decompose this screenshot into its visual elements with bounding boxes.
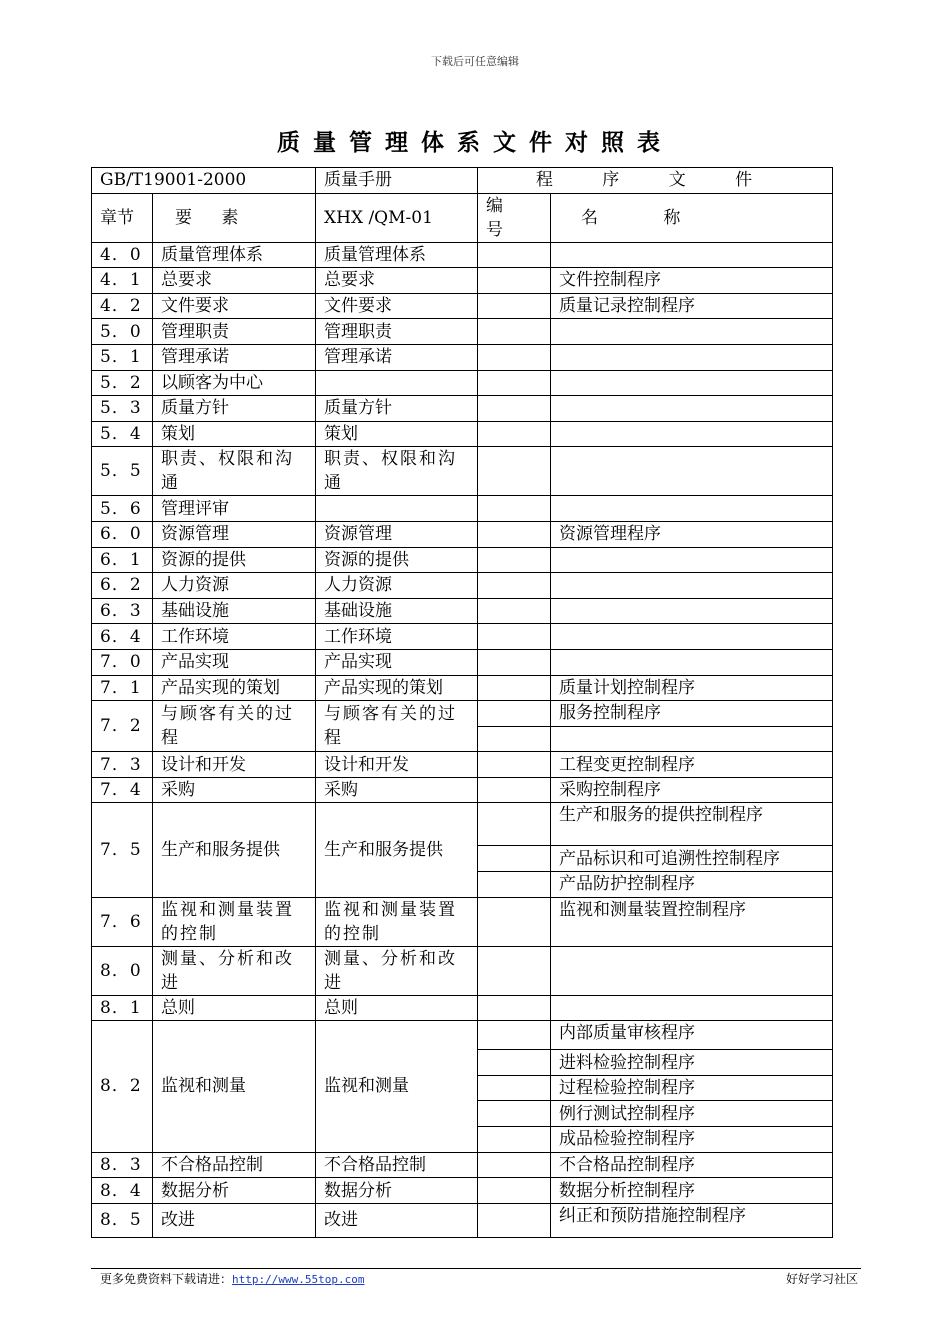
code-cell: [478, 649, 551, 675]
chapter-cell: 7．3: [92, 752, 153, 778]
element-cell: 监视和测量: [153, 1021, 316, 1152]
manual-cell: 监视和测量装置的控制: [316, 897, 478, 946]
code-cell: [478, 344, 551, 370]
table-subheader-row: [92, 193, 833, 242]
procedure-cell: 内部质量审核程序: [551, 1021, 833, 1050]
table-row: [92, 752, 833, 778]
chapter-cell: 8．5: [92, 1203, 153, 1237]
procedure-cell: 质量记录控制程序: [551, 293, 833, 319]
chapter-cell: 4．1: [92, 268, 153, 294]
table-row: [92, 598, 833, 624]
code-cell: [478, 1152, 551, 1178]
code-cell: [478, 675, 551, 701]
code-cell: [478, 1101, 551, 1127]
manual-cell: 产品实现的策划: [316, 675, 478, 701]
chapter-cell: 5．1: [92, 344, 153, 370]
table-row: [92, 319, 833, 345]
code-cell: [478, 319, 551, 345]
procedure-cell: 成品检验控制程序: [551, 1127, 833, 1153]
element-cell: 改进: [153, 1203, 316, 1237]
table-row: [92, 624, 833, 650]
procedure-cell: 不合格品控制程序: [551, 1152, 833, 1178]
code-cell: [478, 447, 551, 496]
table-row: [92, 803, 833, 846]
chapter-cell: 5．3: [92, 396, 153, 422]
table-row: [92, 547, 833, 573]
manual-cell: 资源的提供: [316, 547, 478, 573]
table-row: [92, 777, 833, 803]
table-row: [92, 396, 833, 422]
chapter-cell: 4．0: [92, 242, 153, 268]
table-row: [92, 1178, 833, 1204]
manual-cell: 工作环境: [316, 624, 478, 650]
chapter-cell: 6．2: [92, 573, 153, 599]
procedure-cell: 资源管理程序: [551, 521, 833, 547]
table-row: [92, 242, 833, 268]
procedure-cell: 工程变更控制程序: [551, 752, 833, 778]
chapter-cell: 7．5: [92, 803, 153, 897]
table-row: [92, 675, 833, 701]
chapter-cell: 7．2: [92, 701, 153, 752]
manual-cell: 与顾客有关的过程: [316, 701, 478, 752]
table-row: [92, 946, 833, 995]
procedure-cell: 过程检验控制程序: [551, 1075, 833, 1101]
procedure-cell: [551, 573, 833, 599]
element-cell: 产品实现的策划: [153, 675, 316, 701]
element-cell: 质量管理体系: [153, 242, 316, 268]
manual-cell: 职责、权限和沟通: [316, 447, 478, 496]
chapter-cell: 7．4: [92, 777, 153, 803]
procedure-cell: [551, 344, 833, 370]
element-cell: 生产和服务提供: [153, 803, 316, 897]
chapter-cell: 8．1: [92, 995, 153, 1021]
chapter-cell: 6．1: [92, 547, 153, 573]
code-cell: [478, 1178, 551, 1204]
footer-text: 更多免费资料下载请进：: [100, 1272, 233, 1286]
procedure-cell: 例行测试控制程序: [551, 1101, 833, 1127]
chapter-cell: 7．0: [92, 649, 153, 675]
manual-cell: [316, 370, 478, 396]
footer-left: [100, 1270, 364, 1287]
procedure-cell: [551, 421, 833, 447]
element-cell: 采购: [153, 777, 316, 803]
chapter-cell: 6．0: [92, 521, 153, 547]
code-cell: [478, 242, 551, 268]
table-row: [92, 995, 833, 1021]
chapter-cell: 8．3: [92, 1152, 153, 1178]
element-cell: 管理职责: [153, 319, 316, 345]
chapter-cell: 8．4: [92, 1178, 153, 1204]
procedure-cell: 生产和服务的提供控制程序: [551, 803, 833, 846]
footer-divider: [91, 1268, 861, 1269]
table-row: [92, 897, 833, 946]
chapter-cell: 4．2: [92, 293, 153, 319]
procedure-cell: [551, 547, 833, 573]
header-note: 下载后可任意编辑: [431, 55, 519, 68]
element-cell: 产品实现: [153, 649, 316, 675]
chapter-cell: 5．6: [92, 496, 153, 522]
code-cell: [478, 598, 551, 624]
procedure-cell: 采购控制程序: [551, 777, 833, 803]
code-cell: [478, 293, 551, 319]
manual-cell: 生产和服务提供: [316, 803, 478, 897]
code-cell: [478, 1127, 551, 1153]
page-title: 质量管理体系文件对照表: [277, 130, 673, 156]
element-cell: 策划: [153, 421, 316, 447]
chapter-cell: 5．4: [92, 421, 153, 447]
code-cell: [478, 547, 551, 573]
code-cell: [478, 995, 551, 1021]
code-cell: [478, 370, 551, 396]
element-cell: 以顾客为中心: [153, 370, 316, 396]
table-row: [92, 649, 833, 675]
manual-cell: 人力资源: [316, 573, 478, 599]
procedure-cell: [551, 447, 833, 496]
procedure-cell: [551, 598, 833, 624]
element-cell: 资源管理: [153, 521, 316, 547]
manual-cell: 总则: [316, 995, 478, 1021]
code-cell: [478, 897, 551, 946]
code-cell: [478, 268, 551, 294]
chapter-cell: 8．2: [92, 1021, 153, 1152]
table-row: [92, 344, 833, 370]
manual-cell: 资源管理: [316, 521, 478, 547]
element-cell: 质量方针: [153, 396, 316, 422]
chapter-cell: 6．4: [92, 624, 153, 650]
header-name: 名 称: [551, 193, 833, 242]
table-row: [92, 1203, 833, 1237]
manual-cell: 策划: [316, 421, 478, 447]
table-row: [92, 421, 833, 447]
chapter-cell: 8．0: [92, 946, 153, 995]
table-row: [92, 1021, 833, 1050]
code-cell: [478, 496, 551, 522]
manual-cell: 质量管理体系: [316, 242, 478, 268]
element-cell: 管理评审: [153, 496, 316, 522]
table-row: [92, 496, 833, 522]
comparison-table: [91, 167, 833, 1238]
table-header-row: [92, 168, 833, 194]
procedure-cell: 质量计划控制程序: [551, 675, 833, 701]
chapter-cell: 5．0: [92, 319, 153, 345]
procedure-cell: [551, 370, 833, 396]
element-cell: 资源的提供: [153, 547, 316, 573]
manual-cell: 不合格品控制: [316, 1152, 478, 1178]
table-row: [92, 370, 833, 396]
element-cell: 工作环境: [153, 624, 316, 650]
manual-cell: 文件要求: [316, 293, 478, 319]
code-cell: [478, 946, 551, 995]
code-cell: [478, 803, 551, 846]
table-row: [92, 293, 833, 319]
footer-link[interactable]: http://www.55top.com: [232, 1273, 365, 1286]
element-cell: 与顾客有关的过程: [153, 701, 316, 752]
element-cell: 文件要求: [153, 293, 316, 319]
code-cell: [478, 1021, 551, 1050]
header-chapter: 章节: [92, 193, 153, 242]
manual-cell: 改进: [316, 1203, 478, 1237]
code-cell: [478, 1203, 551, 1237]
manual-cell: 设计和开发: [316, 752, 478, 778]
manual-cell: 采购: [316, 777, 478, 803]
chapter-cell: 5．5: [92, 447, 153, 496]
manual-cell: 管理承诺: [316, 344, 478, 370]
procedure-cell: 纠正和预防措施控制程序: [551, 1203, 833, 1237]
header-manual-code: XHX /QM-01: [316, 193, 478, 242]
code-cell: [478, 777, 551, 803]
manual-cell: 质量方针: [316, 396, 478, 422]
table-row: [92, 701, 833, 727]
table-row: [92, 521, 833, 547]
manual-cell: 总要求: [316, 268, 478, 294]
chapter-cell: 7．1: [92, 675, 153, 701]
procedure-cell: [551, 726, 833, 752]
element-cell: 不合格品控制: [153, 1152, 316, 1178]
procedure-cell: 监视和测量装置控制程序: [551, 897, 833, 946]
procedure-cell: 产品防护控制程序: [551, 872, 833, 898]
code-cell: [478, 701, 551, 727]
procedure-cell: 进料检验控制程序: [551, 1050, 833, 1076]
code-cell: [478, 1075, 551, 1101]
table-row: [92, 573, 833, 599]
manual-cell: [316, 496, 478, 522]
manual-cell: 基础设施: [316, 598, 478, 624]
header-standard: GB/T19001-2000: [92, 168, 316, 194]
procedure-cell: [551, 946, 833, 995]
procedure-cell: 产品标识和可追溯性控制程序: [551, 846, 833, 872]
manual-cell: 管理职责: [316, 319, 478, 345]
procedure-cell: 文件控制程序: [551, 268, 833, 294]
table-row: [92, 447, 833, 496]
element-cell: 总要求: [153, 268, 316, 294]
chapter-cell: 7．6: [92, 897, 153, 946]
element-cell: 测量、分析和改进: [153, 946, 316, 995]
table-row: [92, 1152, 833, 1178]
code-cell: [478, 872, 551, 898]
header-element: 要 素: [153, 193, 316, 242]
procedure-cell: [551, 496, 833, 522]
manual-cell: 产品实现: [316, 649, 478, 675]
code-cell: [478, 421, 551, 447]
code-cell: [478, 624, 551, 650]
code-cell: [478, 396, 551, 422]
code-cell: [478, 1050, 551, 1076]
manual-cell: 监视和测量: [316, 1021, 478, 1152]
procedure-cell: [551, 242, 833, 268]
manual-cell: 测量、分析和改进: [316, 946, 478, 995]
element-cell: 管理承诺: [153, 344, 316, 370]
procedure-cell: 数据分析控制程序: [551, 1178, 833, 1204]
header-code: 编 号: [478, 193, 551, 242]
chapter-cell: 5．2: [92, 370, 153, 396]
procedure-cell: 服务控制程序: [551, 701, 833, 727]
footer-right-text: 好好学习社区: [785, 1272, 858, 1286]
procedure-cell: [551, 649, 833, 675]
element-cell: 基础设施: [153, 598, 316, 624]
chapter-cell: 6．3: [92, 598, 153, 624]
code-cell: [478, 726, 551, 752]
procedure-cell: [551, 624, 833, 650]
table-row: [92, 268, 833, 294]
element-cell: 职责、权限和沟通: [153, 447, 316, 496]
code-cell: [478, 846, 551, 872]
element-cell: 数据分析: [153, 1178, 316, 1204]
element-cell: 监视和测量装置的控制: [153, 897, 316, 946]
code-cell: [478, 573, 551, 599]
manual-cell: 数据分析: [316, 1178, 478, 1204]
code-cell: [478, 752, 551, 778]
procedure-cell: [551, 995, 833, 1021]
element-cell: 总则: [153, 995, 316, 1021]
element-cell: 人力资源: [153, 573, 316, 599]
header-procedure: 程 序 文 件: [478, 168, 833, 194]
procedure-cell: [551, 319, 833, 345]
element-cell: 设计和开发: [153, 752, 316, 778]
procedure-cell: [551, 396, 833, 422]
code-cell: [478, 521, 551, 547]
header-manual: 质量手册: [316, 168, 478, 194]
